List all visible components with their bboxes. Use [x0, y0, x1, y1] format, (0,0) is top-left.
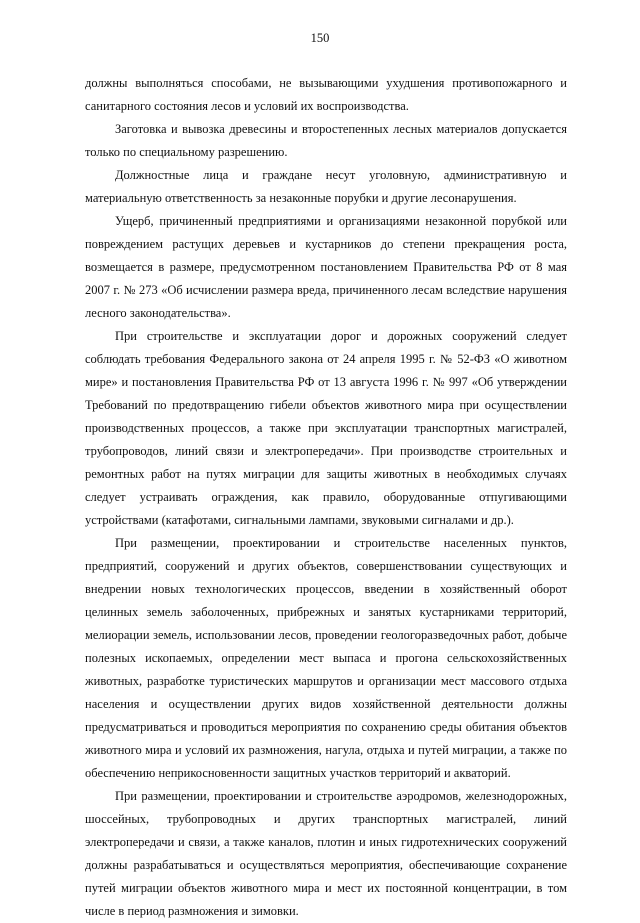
paragraph-harvesting-permit: Заготовка и вывозка древесины и второстепенных лесных материалов допускается только по специальному разрешению. [85, 122, 567, 159]
paragraph-continuation: должны выполняться способами, не вызывающими ухудшения противопожарного и санитарного состояния лесов и условий их воспроизводства. [85, 76, 567, 113]
paragraph-road-construction: При строительстве и эксплуатации дорог и дорожных сооружений следует соблюдать требования Федерального закона от 24 апреля 1995 г. № 52-ФЗ «О животном мире» и постановления Правительства РФ от 13 августа 1996 г. № 997 «Об утверждении Требований по предотвращению гибели объектов животного мира при осуществлении производственных процессов, а также при эксплуатации транспортных магистралей, трубопроводов, линий связи и электропередачи». При производстве строительных и ремонтных работ на путях миграции для защиты животных в необходимых случаях следует устраивать ограждения, как правило, оборудованные отпугивающими устройствами (катафотами, сигнальными лампами, звуковыми сигналами и др.). [85, 329, 567, 527]
paragraph-migration-routes: При размещении, проектировании и строительстве аэродромов, железнодорожных, шоссейных, трубопроводных и других транспортных магистралей, линий электропередачи и связи, а также каналов, плотин и иных гидротехнических сооружений должны разрабатываться и осуществляться мероприятия, обеспечивающие сохранение путей миграции объектов животного мира и мест их постоянной концентрации, в том числе в период размножения и зимовки. [85, 789, 567, 918]
page-number: 150 [310, 31, 330, 45]
paragraph-damage-compensation: Ущерб, причиненный предприятиями и организациями незаконной порубкой или повреждением растущих деревьев и кустарников до степени прекращения роста, возмещается в размере, предусмотренном постановлением Правительства РФ от 8 мая 2007 г. № 273 «Об исчислении размера вреда, причиненного лесам вследствие нарушения лесного законодательства». [85, 214, 567, 320]
paragraph-liability: Должностные лица и граждане несут уголовную, административную и материальную ответственность за незаконные порубки и другие лесонарушения. [85, 168, 567, 205]
paragraph-habitat-protection: При размещении, проектировании и строительстве населенных пунктов, предприятий, сооружений и других объектов, совершенствовании существующих и внедрении новых технологических процессов, введении в хозяйственный оборот целинных земель заболоченных, прибрежных и занятых кустарниками территорий, мелиорации земель, использовании лесов, проведении геологоразведочных работ, добыче полезных ископаемых, определении мест выпаса и прогона сельскохозяйственных животных, разработке туристических маршрутов и организации мест массового отдыха населения и осуществлении других видов хозяйственной деятельности должны предусматриваться и проводиться мероприятия по сохранению среды обитания объектов животного мира и условий их размножения, нагула, отдыха и путей миграции, а также по обеспечению неприкосновенности защитных участков территорий и акваторий. [85, 536, 567, 780]
document-body [85, 72, 567, 923]
